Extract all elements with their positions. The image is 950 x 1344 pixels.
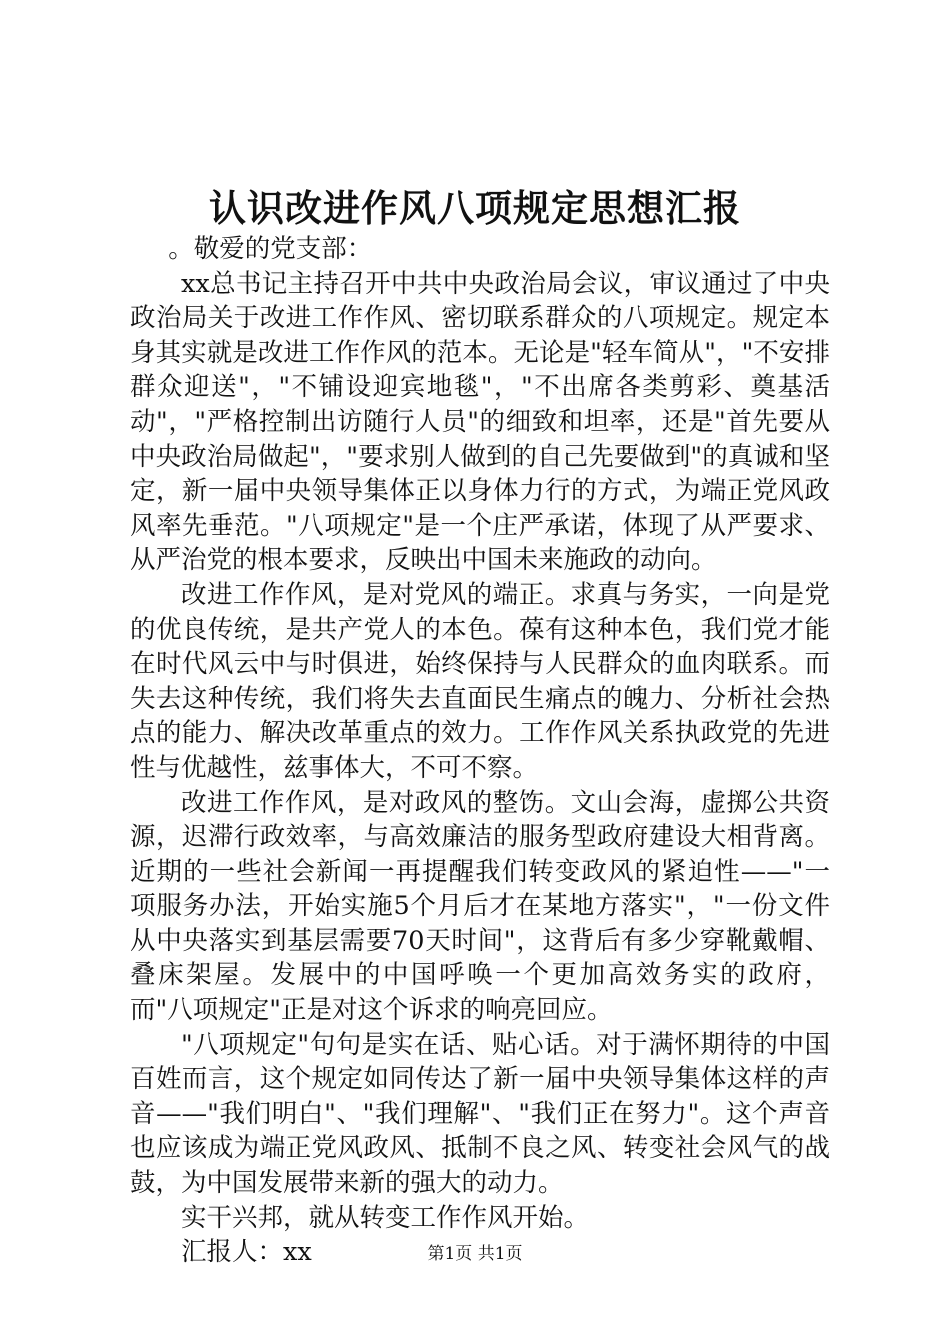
salutation: 。敬爱的党支部： xyxy=(168,234,373,264)
document-body xyxy=(130,232,830,1270)
reporter-signature: 汇报人：xx xyxy=(181,1237,312,1268)
paragraph-eight-rules: "八项规定"句句是实在话、贴心话。对于满怀期待的中国百姓而言，这个规定如同传达了新一届中央领导集体这样的声音——"我们明白"、"我们理解"、"我们正在努力"。这个声音也应该成为端正党风政风、抵制不良之风、转变社会风气的战鼓，为中国发展带来新的强大的动力。 xyxy=(130,1029,830,1199)
paragraph-party-style: 改进工作作风，是对党风的端正。求真与务实，一向是党的优良传统，是共产党人的本色。葆有这种本色，我们党才能在时代风云中与时俱进，始终保持与人民群众的血肉联系。而失去这种传统，我们将失去直面民生痛点的魄力、分析社会热点的能力、解决改革重点的效力。工作作风关系执政党的先进性与优越性，兹事体大，不可不察。 xyxy=(130,579,830,783)
document-title: 认识改进作风八项规定思想汇报 xyxy=(209,186,741,230)
paragraph-intro: xx总书记主持召开中共中央政治局会议，审议通过了中央政治局关于改进工作作风、密切联系群众的八项规定。规定本身其实就是改进工作作风的范本。无论是"轻车简从"，"不安排群众迎送"，"不铺设迎宾地毯"，"不出席各类剪彩、奠基活动"，"严格控制出访随行人员"的细致和坦率，还是"首先要从中央政治局做起"，"要求别人做到的自己先要做到"的真诚和坚定，新一届中央领导集体正以身体力行的方式，为端正党风政风率先垂范。"八项规定"是一个庄严承诺，体现了从严要求、从严治党的根本要求，反映出中国未来施政的动向。 xyxy=(130,268,830,576)
page-footer: 第1页 共1页 xyxy=(427,1244,523,1264)
paragraph-government-style: 改进工作作风，是对政风的整饬。文山会海，虚掷公共资源，迟滞行政效率，与高效廉洁的服务型政府建设大相背离。近期的一些社会新闻一再提醒我们转变政风的紧迫性——"一项服务办法，开始实施5个月后才在某地方落实"，"一份文件从中央落实到基层需要70天时间"，这背后有多少穿靴戴帽、叠床架屋。发展中的中国呼唤一个更加高效务实的政府，而"八项规定"正是对这个诉求的响亮回应。 xyxy=(130,787,830,1026)
paragraph-conclusion: 实干兴邦，就从转变工作作风开始。 xyxy=(181,1202,590,1233)
